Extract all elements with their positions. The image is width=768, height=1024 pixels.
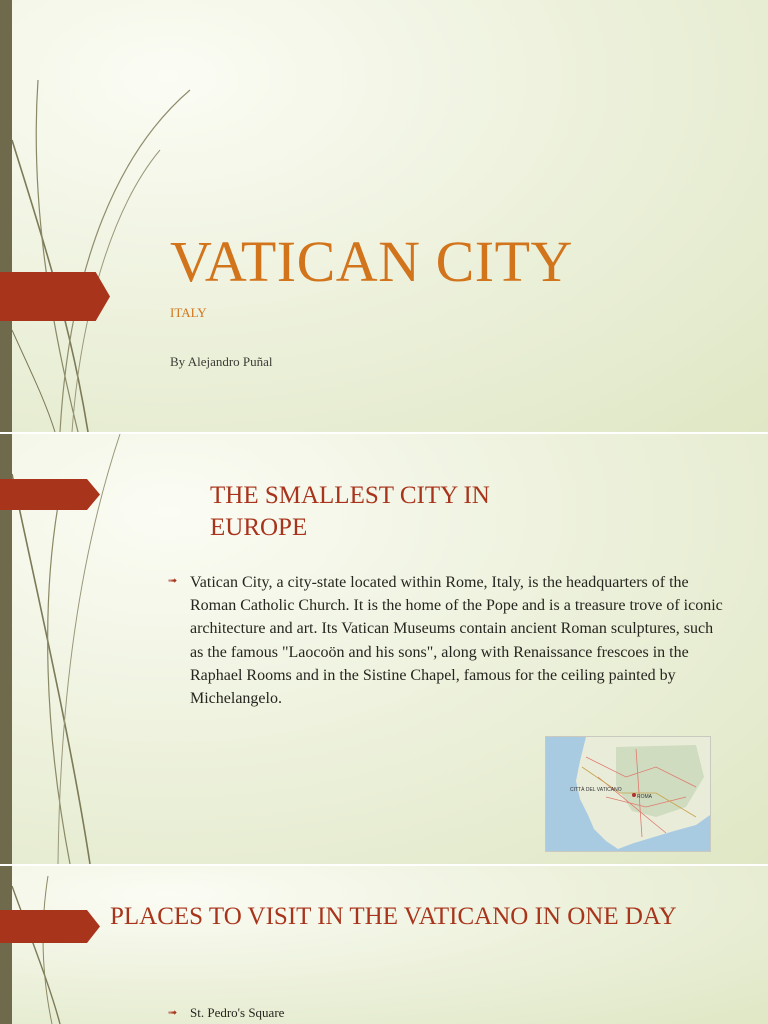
description-paragraph: Vatican City, a city-state located within Rome, Italy, is the headquarters of the Roman Catholic Church. It is the home of the Pope and is a treasure trove of iconic architecture and art. Its Vatican Museums contain ancient Roman sculptures, such as the famous "Laocoön and his sons", along with Renaissance frescoes in the Raphael Rooms and in the Sistine Chapel, famous for the ceiling painted by Michelangelo. xyxy=(190,574,723,708)
author-line: By Alejandro Puñal xyxy=(170,354,273,369)
left-accent-bar xyxy=(0,0,12,432)
title-arrow-marker xyxy=(0,272,110,321)
decorative-curves xyxy=(0,0,768,432)
section-arrow-marker xyxy=(0,479,100,510)
content-slide xyxy=(0,434,768,864)
decorative-curves xyxy=(0,866,768,1024)
presentation-title: VATICAN CITY xyxy=(170,229,573,294)
bullet-arrow-icon: ➟ xyxy=(168,1007,178,1019)
places-slide xyxy=(0,866,768,1024)
bullet-arrow-icon: ➟ xyxy=(168,575,178,587)
map-city-label: CITTÀ DEL VATICANO xyxy=(570,787,622,793)
slide-title: THE SMALLEST CITY IN EUROPE xyxy=(210,482,490,541)
list-item: St. Pedro's Square xyxy=(190,1005,285,1020)
presentation-subtitle: ITALY xyxy=(170,305,207,320)
left-accent-bar xyxy=(0,866,12,1024)
italy-map-image xyxy=(545,736,711,852)
title-slide xyxy=(0,0,768,432)
slide-title: PLACES TO VISIT IN THE VATICANO IN ONE DAY xyxy=(110,903,677,930)
section-arrow-marker xyxy=(0,910,100,943)
map-rome-label: ROMA xyxy=(637,794,652,800)
